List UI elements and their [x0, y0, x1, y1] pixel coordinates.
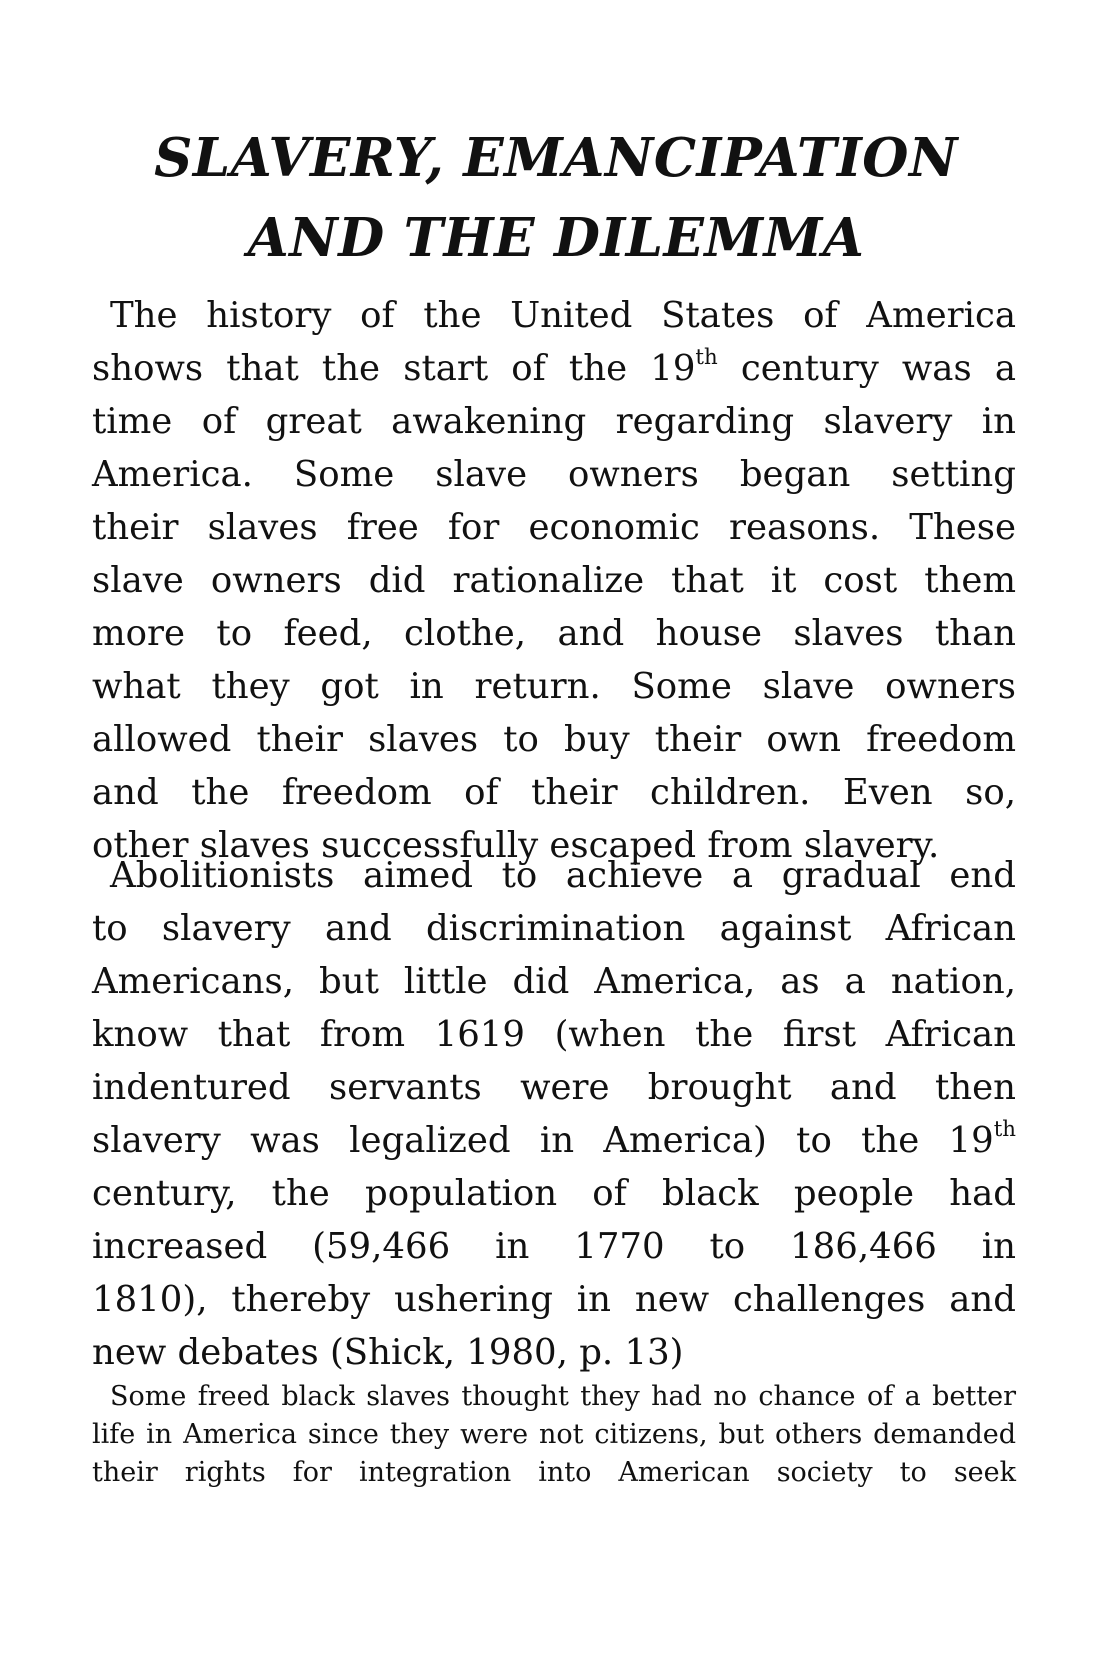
paragraph-line: Americans, but little did America, as a nation,	[92, 961, 1016, 1002]
paragraph-line: Some freed black slaves thought they had no chance of a better	[110, 1381, 1016, 1412]
paragraph-line: new debates (Shick, 1980, p. 13)	[92, 1332, 684, 1373]
paragraph-line: century, the population of black people had	[92, 1173, 1016, 1214]
paragraph-line: slavery was legalized in America) to the 19th	[92, 1117, 1016, 1161]
title-line-2: AND THE DILEMMA	[247, 207, 865, 269]
paragraph-line: 1810), thereby ushering in new challenges and	[92, 1279, 1016, 1320]
paragraph-freed-slaves	[92, 1378, 1016, 1492]
paragraph-line: other slaves successfully escaped from slavery.	[92, 825, 940, 866]
paragraph-line: to slavery and discrimination against African	[92, 908, 1016, 949]
chapter-title	[60, 118, 1052, 278]
paragraph-line: their slaves free for economic reasons. These	[92, 507, 1016, 548]
paragraph-line: know that from 1619 (when the first African	[92, 1014, 1016, 1055]
paragraph-abolitionists	[92, 849, 1016, 1379]
paragraph-line: indentured servants were brought and then	[92, 1067, 1016, 1108]
paragraph-line: shows that the start of the 19th century was a	[92, 345, 1016, 389]
paragraph-line: and the freedom of their children. Even so,	[92, 772, 1016, 813]
paragraph-line: America. Some slave owners began setting	[92, 454, 1016, 495]
paragraph-line: life in America since they were not citizens, but others demanded	[92, 1419, 1016, 1450]
paragraph-line: more to feed, clothe, and house slaves than	[92, 613, 1016, 654]
paragraph-line: slave owners did rationalize that it cost them	[92, 560, 1016, 601]
paragraph-line: increased (59,466 in 1770 to 186,466 in	[92, 1226, 1016, 1267]
paragraph-line: Abolitionists aimed to achieve a gradual end	[110, 855, 1016, 896]
superscript-th: th	[695, 345, 718, 371]
superscript-th: th	[993, 1117, 1016, 1143]
paragraph-line: The history of the United States of America	[110, 295, 1016, 336]
paragraph-line: what they got in return. Some slave owners	[92, 666, 1016, 707]
paragraph-line: their rights for integration into American society to seek	[92, 1457, 1016, 1488]
paragraph-line: time of great awakening regarding slavery in	[92, 401, 1016, 442]
paragraph-line: allowed their slaves to buy their own freedom	[92, 719, 1016, 760]
paragraph-history	[92, 289, 1016, 872]
title-line-1: SLAVERY, EMANCIPATION	[154, 127, 958, 189]
